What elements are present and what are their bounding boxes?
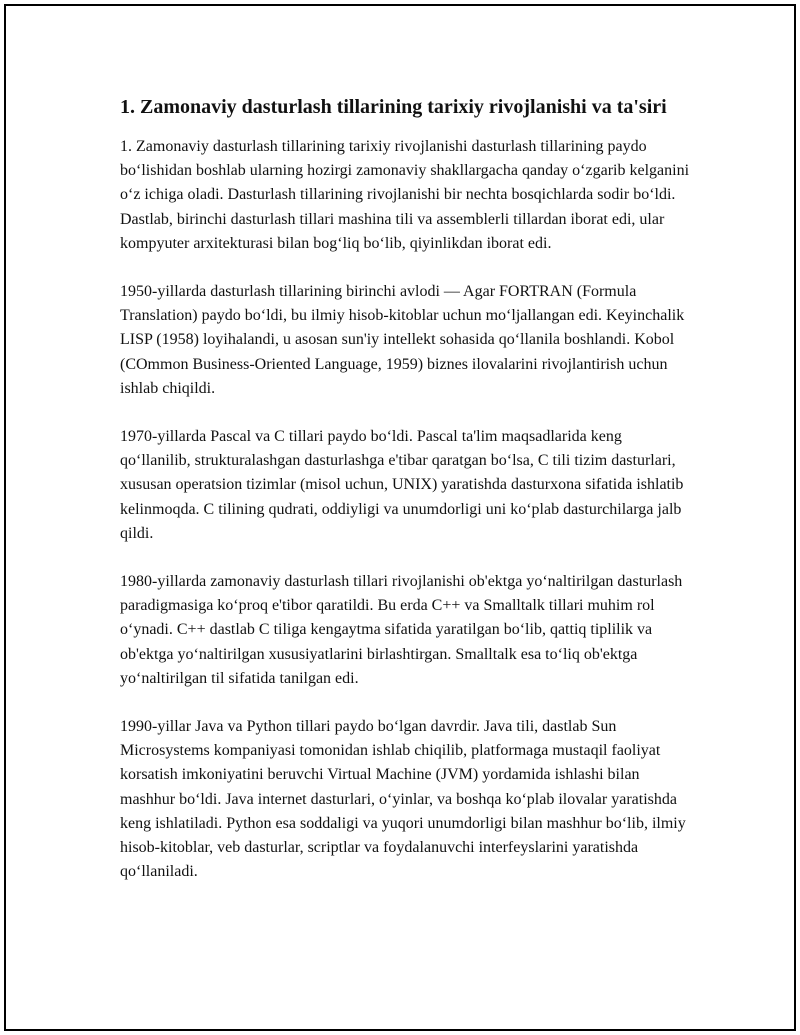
paragraph-intro: 1. Zamonaviy dasturlash tillarining tarixiy rivojlanishi dasturlash tillarining paydo bo‘lishidan boshlab ularning hozirgi zamonaviy shakllargacha qanday o‘zgarib kelganini o‘z ichiga oladi. Dasturlash tillarining rivojlanishi bir nechta bosqichlarda sodir bo‘ldi. Dastlab, birinchi dasturlash tillari mashina tili va assemblerli tillardan iborat edi, ular kompyuter arxitekturasi bilan bog‘liq bo‘lib, qiyinlikdan iborat edi.: [120, 138, 690, 252]
document-content: [120, 94, 695, 908]
document-page: [4, 4, 796, 1031]
paragraph-1990s: 1990-yillar Java va Python tillari paydo bo‘lgan davrdir. Java tili, dastlab Sun Microsystems kompaniyasi tomonidan ishlab chiqilib, platformaga mustaqil faoliyat korsatish imkoniyatini beruvchi Virtual Machine (JVM) yordamida ishlashi bilan mashhur bo‘ldi. Java internet dasturlari, o‘yinlar, va boshqa ko‘plab ilovalar yaratishda keng ishlatiladi. Python esa soddaligi va yuqori unumdorligi bilan mashhur bo‘lib, ilmiy hisob-kitoblar, veb dasturlar, scriptlar va foydalanuvchi interfeyslarini yaratishda qo‘llaniladi.: [120, 718, 686, 881]
paragraph-1950s: 1950-yillarda dasturlash tillarining birinchi avlodi — Agar FORTRAN (Formula Translation) paydo bo‘ldi, bu ilmiy hisob-kitoblar uchun mo‘ljallangan edi. Keyinchalik LISP (1958) loyihalandi, u asosan sun'iy intellekt sohasida qo‘llanila boshlandi. Kobol (COmmon Business-Oriented Language, 1959) biznes ilovalarini rivojlantirish uchun ishlab chiqildi.: [120, 283, 685, 397]
paragraph-1980s: 1980-yillarda zamonaviy dasturlash tillari rivojlanishi ob'ektga yo‘naltirilgan dasturlash paradigmasiga ko‘proq e'tibor qaratildi. Bu erda C++ va Smalltalk tillari muhim rol o‘ynadi. C++ dastlab C tiliga kengaytma sifatida yaratilgan bo‘lib, qattiq tiplilik va ob'ektga yo‘naltirilgan xususiyatlarini birlashtirgan. Smalltalk esa to‘liq ob'ektga yo‘naltirilgan til sifatida tanilgan edi.: [120, 573, 683, 687]
paragraph-1970s: 1970-yillarda Pascal va C tillari paydo bo‘ldi. Pascal ta'lim maqsadlarida keng qo‘llanilib, strukturalashgan dasturlashga e'tibar qaratgan bo‘lsa, C tili tizim dasturlari, xususan operatsion tizimlar (misol uchun, UNIX) yaratishda dasturxona sifatida ishlatib kelinmoqda. C tilining qudrati, oddiyligi va unumdorligi uni ko‘plab dasturchilarga jalb qildi.: [120, 428, 684, 542]
document-heading: 1. Zamonaviy dasturlash tillarining tarixiy rivojlanishi va ta'siri: [120, 96, 667, 118]
